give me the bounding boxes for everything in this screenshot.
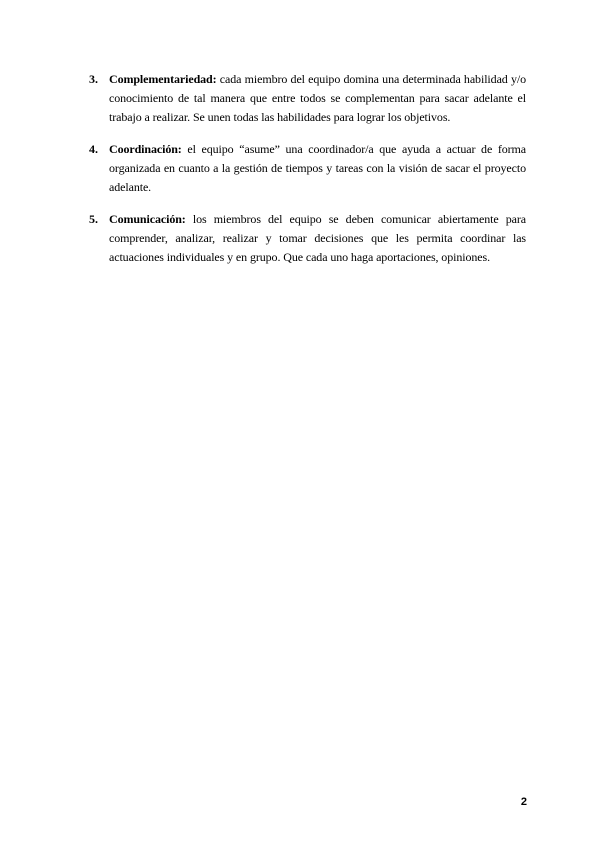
list-item-text: los miembros del equipo se deben comunicar abiertamente para comprender, analizar, realizar y tomar decisiones que les permita coordinar las actuaciones individuales y en grupo. Que cada uno haga aportaciones, opiniones. — [109, 212, 526, 264]
list-item-text: el equipo “asume” una coordinador/a que ayuda a actuar de forma organizada en cuanto a la gestión de tiempos y tareas con la visión de sacar el proyecto adelante. — [109, 142, 526, 194]
list-item-title: Complementariedad: — [109, 72, 217, 86]
list-item-body — [109, 210, 526, 267]
list-item-body — [109, 140, 526, 197]
list-item-body — [109, 70, 526, 127]
list-item-title: Comunicación: — [109, 212, 186, 226]
list-item-number: 4. — [89, 142, 98, 156]
numbered-list — [89, 70, 526, 280]
list-item-number: 5. — [89, 212, 98, 226]
page-number: 2 — [520, 796, 527, 808]
list-item-text: cada miembro del equipo domina una determinada habilidad y/o conocimiento de tal manera que entre todos se complementan para sacar adelante el trabajo a realizar. Se unen todas las habilidades para lograr los objetivos. — [109, 72, 526, 124]
list-item-title: Coordinación: — [109, 142, 182, 156]
list-item-comunicacion — [89, 210, 526, 267]
list-item-coordinacion — [89, 140, 526, 197]
list-item-complementariedad — [89, 70, 526, 127]
list-item-number: 3. — [89, 72, 98, 86]
